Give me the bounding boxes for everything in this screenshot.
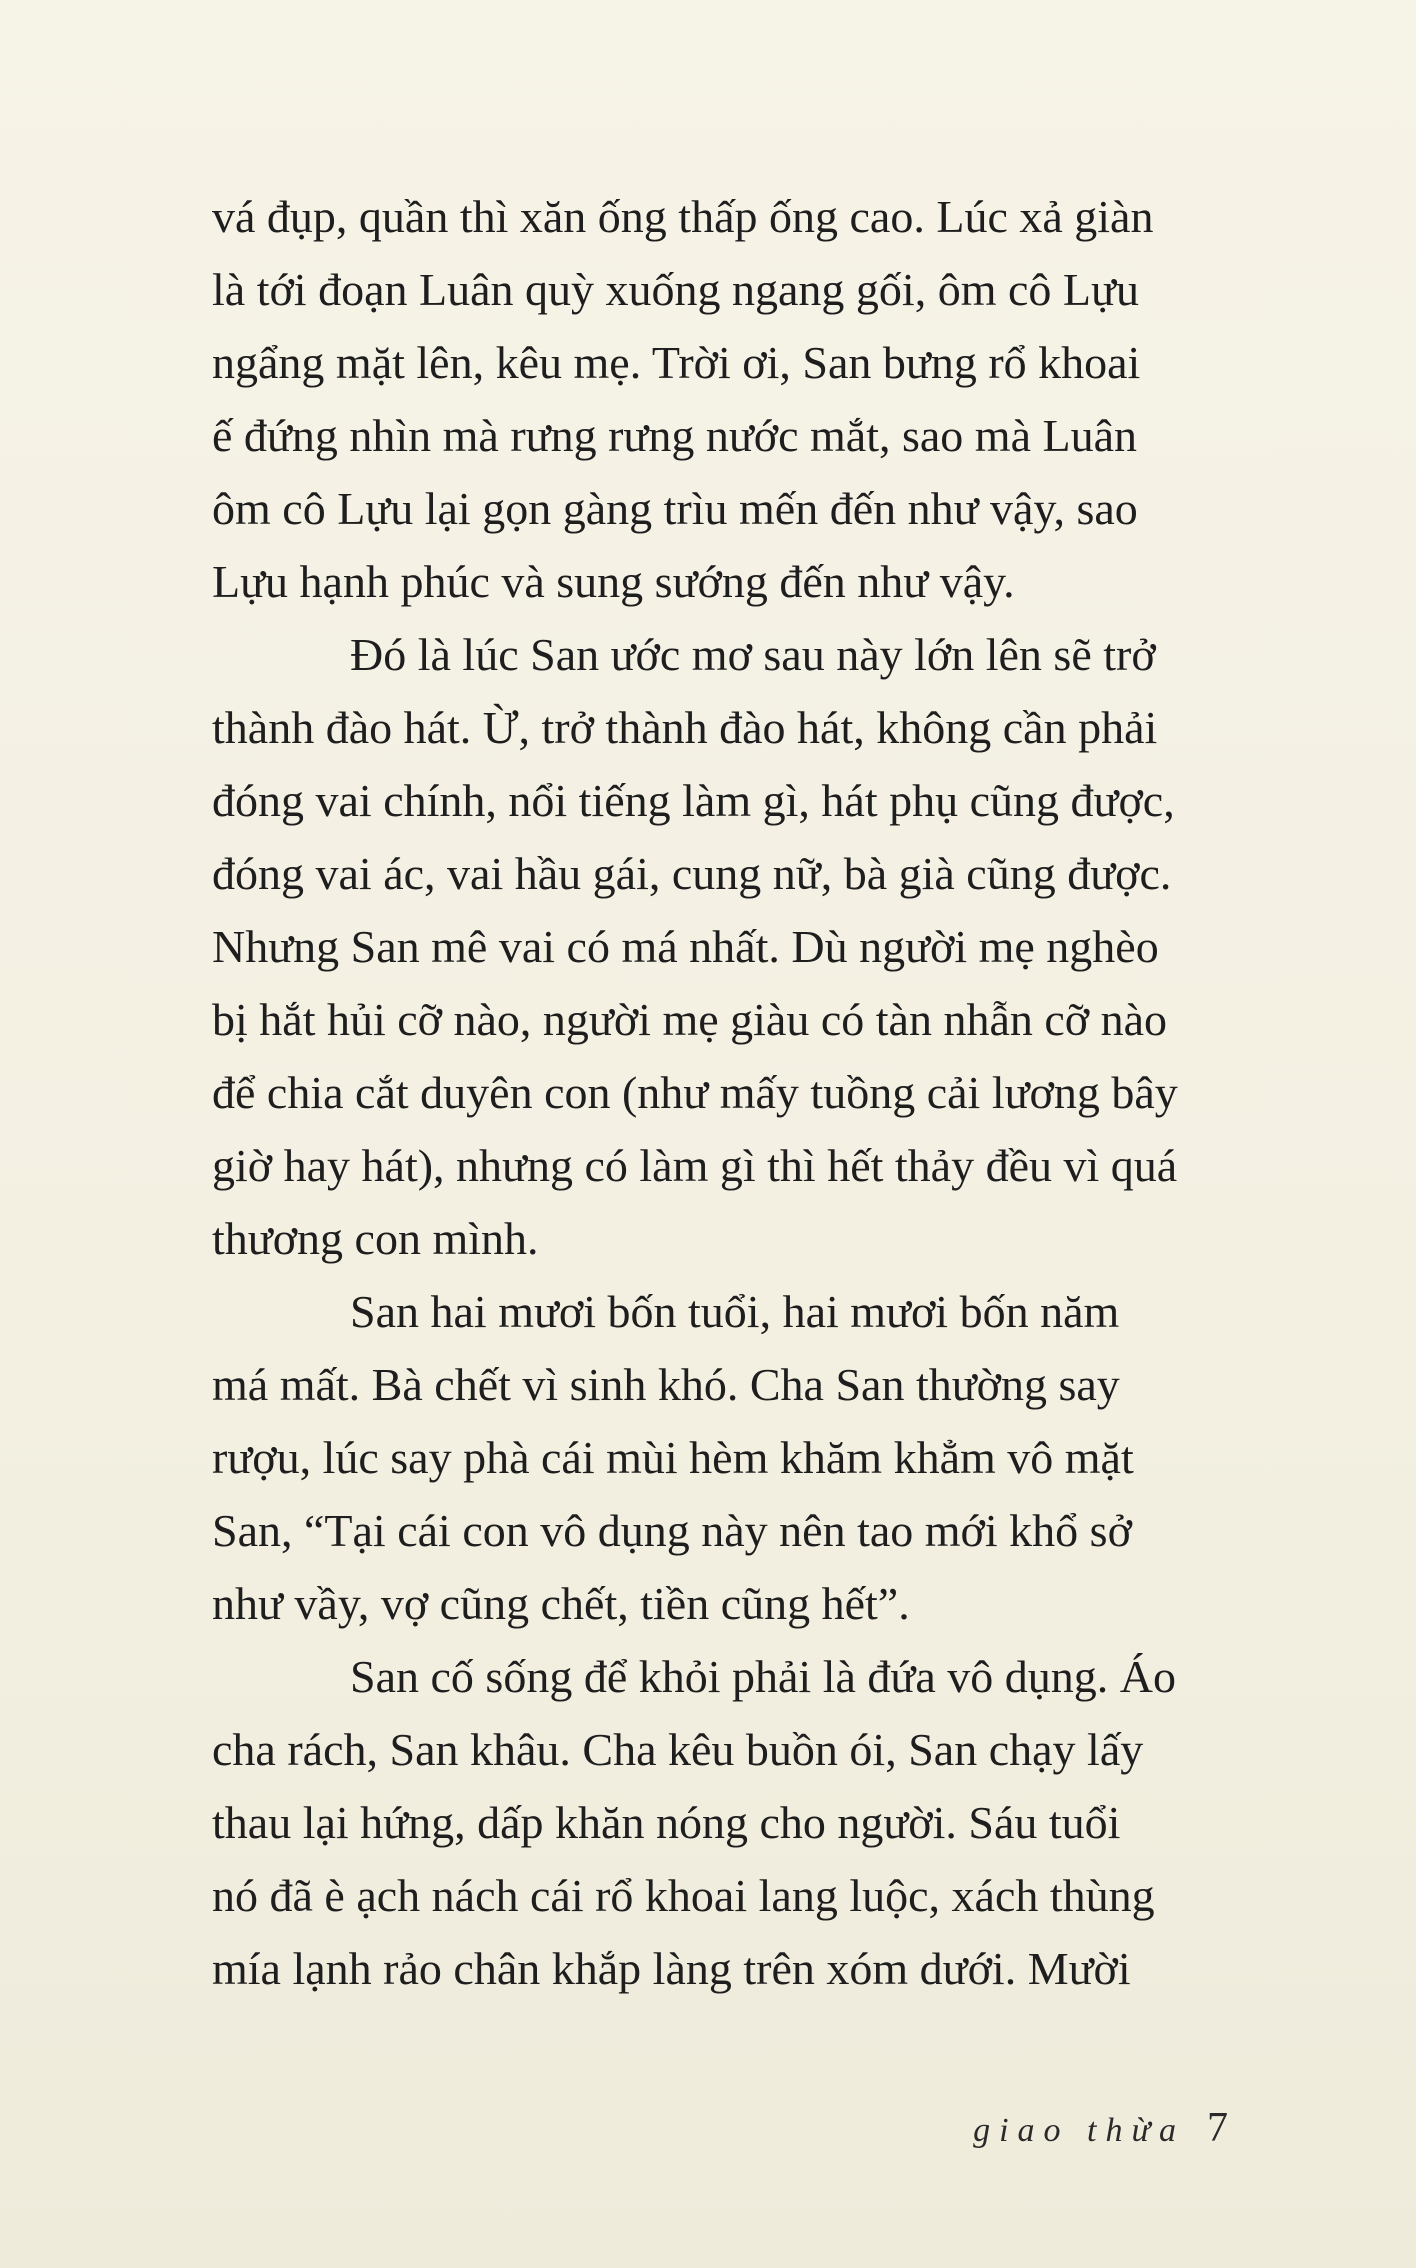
text-line: rượu, lúc say phà cái mùi hèm khăm khẳm vô mặt bbox=[212, 1432, 1134, 1483]
text-line: má mất. Bà chết vì sinh khó. Cha San thường say bbox=[212, 1359, 1120, 1410]
text-line: Lựu hạnh phúc và sung sướng đến như vậy. bbox=[212, 556, 1015, 607]
text-line: giờ hay hát), nhưng có làm gì thì hết thảy đều vì quá bbox=[212, 1140, 1178, 1191]
text-line: nó đã è ạch nách cái rổ khoai lang luộc, xách thùng bbox=[212, 1870, 1155, 1921]
text-line: mía lạnh rảo chân khắp làng trên xóm dưới. Mười bbox=[212, 1943, 1131, 1994]
running-title: giao thừa bbox=[973, 2112, 1185, 2149]
text-line: đóng vai chính, nổi tiếng làm gì, hát phụ cũng được, bbox=[212, 775, 1175, 826]
text-line: Nhưng San mê vai có má nhất. Dù người mẹ nghèo bbox=[212, 921, 1159, 972]
paragraph-4 bbox=[212, 1640, 1232, 2005]
text-line: ngẩng mặt lên, kêu mẹ. Trời ơi, San bưng rổ khoai bbox=[212, 337, 1141, 388]
text-line: San cố sống để khỏi phải là đứa vô dụng. Áo bbox=[350, 1651, 1176, 1702]
text-line: thành đào hát. Ừ, trở thành đào hát, không cần phải bbox=[212, 702, 1158, 753]
paragraph-2 bbox=[212, 618, 1232, 1275]
text-line: bị hắt hủi cỡ nào, người mẹ giàu có tàn nhẫn cỡ nào bbox=[212, 994, 1168, 1045]
text-line: thau lại hứng, dấp khăn nóng cho người. Sáu tuổi bbox=[212, 1797, 1121, 1848]
body-text bbox=[212, 180, 1232, 2005]
page-number: 7 bbox=[1207, 2105, 1228, 2151]
paragraph-1 bbox=[212, 180, 1232, 618]
text-line: San hai mươi bốn tuổi, hai mươi bốn năm bbox=[350, 1286, 1120, 1337]
text-line: San, “Tại cái con vô dụng này nên tao mới khổ sở bbox=[212, 1505, 1132, 1556]
paragraph-3 bbox=[212, 1275, 1232, 1640]
text-line: ế đứng nhìn mà rưng rưng nước mắt, sao mà Luân bbox=[212, 410, 1138, 461]
text-line: cha rách, San khâu. Cha kêu buồn ói, San chạy lấy bbox=[212, 1724, 1144, 1775]
text-line: ôm cô Lựu lại gọn gàng trìu mến đến như vậy, sao bbox=[212, 483, 1138, 534]
text-line: là tới đoạn Luân quỳ xuống ngang gối, ôm cô Lựu bbox=[212, 264, 1139, 315]
text-line: vá đụp, quần thì xăn ống thấp ống cao. Lúc xả giàn bbox=[212, 191, 1154, 242]
text-line: như vầy, vợ cũng chết, tiền cũng hết”. bbox=[212, 1578, 910, 1629]
text-line: Đó là lúc San ước mơ sau này lớn lên sẽ trở bbox=[350, 629, 1156, 680]
page-footer bbox=[973, 2098, 1228, 2158]
text-line: để chia cắt duyên con (như mấy tuồng cải lương bây bbox=[212, 1067, 1178, 1118]
text-line: thương con mình. bbox=[212, 1213, 539, 1264]
text-line: đóng vai ác, vai hầu gái, cung nữ, bà già cũng được. bbox=[212, 848, 1172, 899]
